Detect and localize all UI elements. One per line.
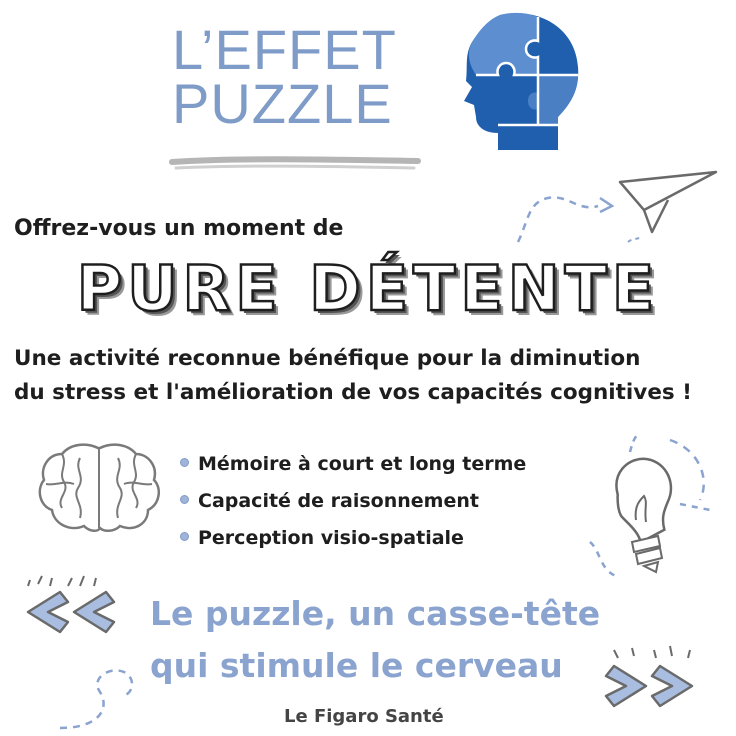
quote-line-2: qui stimule le cerveau (150, 646, 563, 685)
brush-divider (168, 152, 422, 178)
description-line-2: du stress et l'amélioration de vos capacités cognitives ! (14, 380, 692, 405)
logo-line-2: PUZZLE (172, 72, 393, 135)
benefit-item: Mémoire à court et long terme (180, 453, 526, 475)
benefit-item: Perception visio-spatiale (180, 527, 464, 549)
brain-icon (34, 438, 164, 538)
bullet-dot-icon (180, 495, 189, 504)
quote-line-1: Le puzzle, un casse-tête (150, 594, 601, 633)
paper-plane-icon (508, 162, 728, 252)
logo-line-1: L’EFFET (172, 18, 397, 81)
puzzle-head-icon (440, 5, 590, 155)
description-line-1: Une activité reconnue bénéfique pour la diminution (14, 346, 641, 371)
lightbulb-icon (560, 430, 736, 600)
intro-text: Offrez-vous un moment de (14, 216, 344, 241)
quote-close-icon (604, 644, 714, 714)
dashed-swirl-decoration (40, 648, 150, 734)
bullet-dot-icon (180, 458, 189, 467)
quote-open-icon (20, 574, 130, 638)
headline: PURE DÉTENTE (76, 252, 660, 325)
bullet-dot-icon (180, 532, 189, 541)
benefit-item: Capacité de raisonnement (180, 490, 479, 512)
quote-source: Le Figaro Santé (284, 706, 444, 727)
